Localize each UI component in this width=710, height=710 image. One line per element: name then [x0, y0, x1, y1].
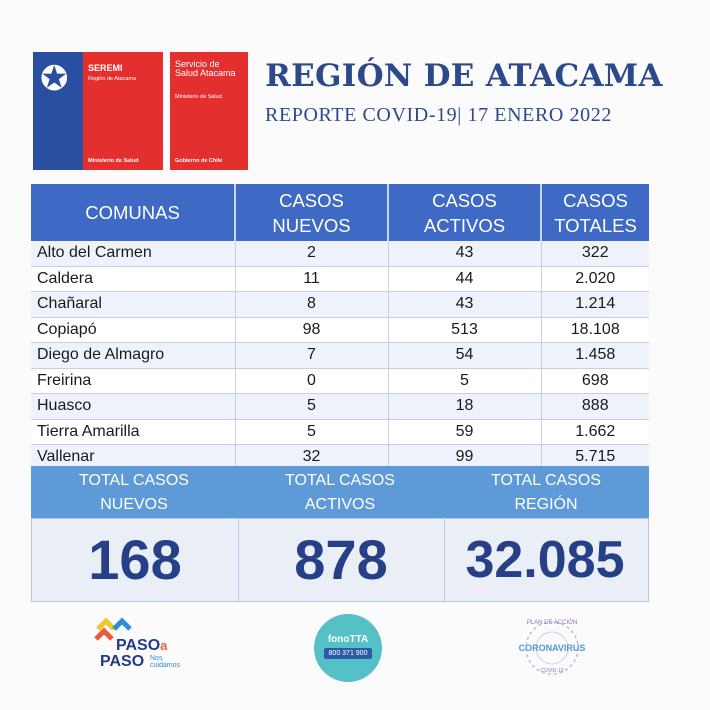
table-header-row [31, 184, 649, 241]
nuevos-cell: 5 [235, 419, 388, 445]
coat-of-arms-icon: ✪ [40, 60, 69, 98]
servicio-ministry: Ministerio de Salud [175, 94, 222, 100]
report-subtitle: REPORTE COVID-19| 17 ENERO 2022 [265, 104, 612, 126]
paso-tagline: Nos cuidamos [150, 655, 180, 669]
comuna-cell: Alto del Carmen [31, 241, 235, 266]
nuevos-cell: 11 [235, 266, 388, 292]
nuevos-cell: 8 [235, 292, 388, 318]
paso-a: a [160, 638, 168, 653]
activos-cell: 43 [388, 241, 541, 266]
servicio-salud-logo [170, 52, 248, 170]
activos-cell: 59 [388, 419, 541, 445]
comuna-cell: Vallenar [31, 445, 235, 471]
table-row [31, 241, 649, 266]
activos-cell: 44 [388, 266, 541, 292]
totales-cell: 698 [541, 368, 649, 394]
coronavirus-text: CORONAVIRUS [518, 643, 586, 653]
comuna-cell: Freirina [31, 368, 235, 394]
nuevos-cell: 32 [235, 445, 388, 471]
seremi-region: Región de Atacama [88, 76, 137, 82]
chile-flag-blue-field [33, 52, 83, 170]
comuna-cell: Huasco [31, 394, 235, 420]
total-nuevos-label: TOTAL CASOS NUEVOS [79, 472, 189, 513]
totales-cell: 2.020 [541, 266, 649, 292]
header-label: CASOS ACTIVOS [423, 189, 506, 236]
fono-name: fonoTTA [327, 634, 369, 645]
fono-tta-logo [314, 614, 382, 682]
fono-number: 800 371 900 [324, 648, 372, 659]
servicio-name: Servicio de Salud Atacama [175, 59, 236, 79]
nuevos-cell: 7 [235, 343, 388, 369]
total-activos-label: TOTAL CASOS ACTIVOS [285, 472, 395, 513]
totals-header [31, 466, 649, 518]
header-casos-nuevos [235, 184, 388, 241]
paso-word-2: PASO [100, 653, 145, 670]
paso-word: PASO [116, 637, 161, 654]
totales-cell: 888 [541, 394, 649, 420]
header-casos-totales [541, 184, 649, 241]
totals-values [31, 518, 649, 602]
header-label: CASOS NUEVOS [272, 189, 351, 236]
comuna-cell: Caldera [31, 266, 235, 292]
table-row [31, 343, 649, 369]
covid-cases-table [31, 184, 649, 471]
table-row [31, 419, 649, 445]
comuna-cell: Copiapó [31, 317, 235, 343]
header-label: CASOS TOTALES [554, 189, 637, 236]
page-title: REGIÓN DE ATACAMA [265, 58, 663, 94]
plan-coronavirus-logo [518, 614, 586, 682]
table-row [31, 317, 649, 343]
total-region-value: 32.085 [465, 531, 625, 589]
paso-a-paso-logo [86, 615, 196, 683]
activos-cell: 54 [388, 343, 541, 369]
header-casos-activos [388, 184, 541, 241]
servicio-government: Gobierno de Chile [175, 158, 223, 164]
nuevos-cell: 0 [235, 368, 388, 394]
header-label: COMUNAS [85, 202, 180, 223]
total-activos-value: 878 [294, 528, 388, 591]
seremi-logo [33, 52, 163, 170]
totales-cell: 322 [541, 241, 649, 266]
table-row [31, 368, 649, 394]
covid-text: COVID-19 [540, 668, 564, 674]
totales-cell: 18.108 [541, 317, 649, 343]
totales-cell: 5.715 [541, 445, 649, 471]
nuevos-cell: 2 [235, 241, 388, 266]
seremi-name: SEREMI [88, 63, 123, 73]
activos-cell: 18 [388, 394, 541, 420]
comuna-cell: Tierra Amarilla [31, 419, 235, 445]
plan-top-text: PLAN DE ACCIÓN [526, 620, 578, 626]
comuna-cell: Diego de Almagro [31, 343, 235, 369]
header-comunas [31, 184, 235, 241]
totales-cell: 1.662 [541, 419, 649, 445]
activos-cell: 5 [388, 368, 541, 394]
table-row [31, 266, 649, 292]
seremi-ministry: Ministerio de Salud [88, 158, 139, 164]
activos-cell: 43 [388, 292, 541, 318]
totales-cell: 1.214 [541, 292, 649, 318]
nuevos-cell: 98 [235, 317, 388, 343]
totales-cell: 1.458 [541, 343, 649, 369]
activos-cell: 99 [388, 445, 541, 471]
table-row [31, 292, 649, 318]
total-region-label: TOTAL CASOS REGIÓN [491, 472, 601, 513]
table-row [31, 394, 649, 420]
comuna-cell: Chañaral [31, 292, 235, 318]
total-nuevos-value: 168 [88, 528, 182, 591]
activos-cell: 513 [388, 317, 541, 343]
nuevos-cell: 5 [235, 394, 388, 420]
